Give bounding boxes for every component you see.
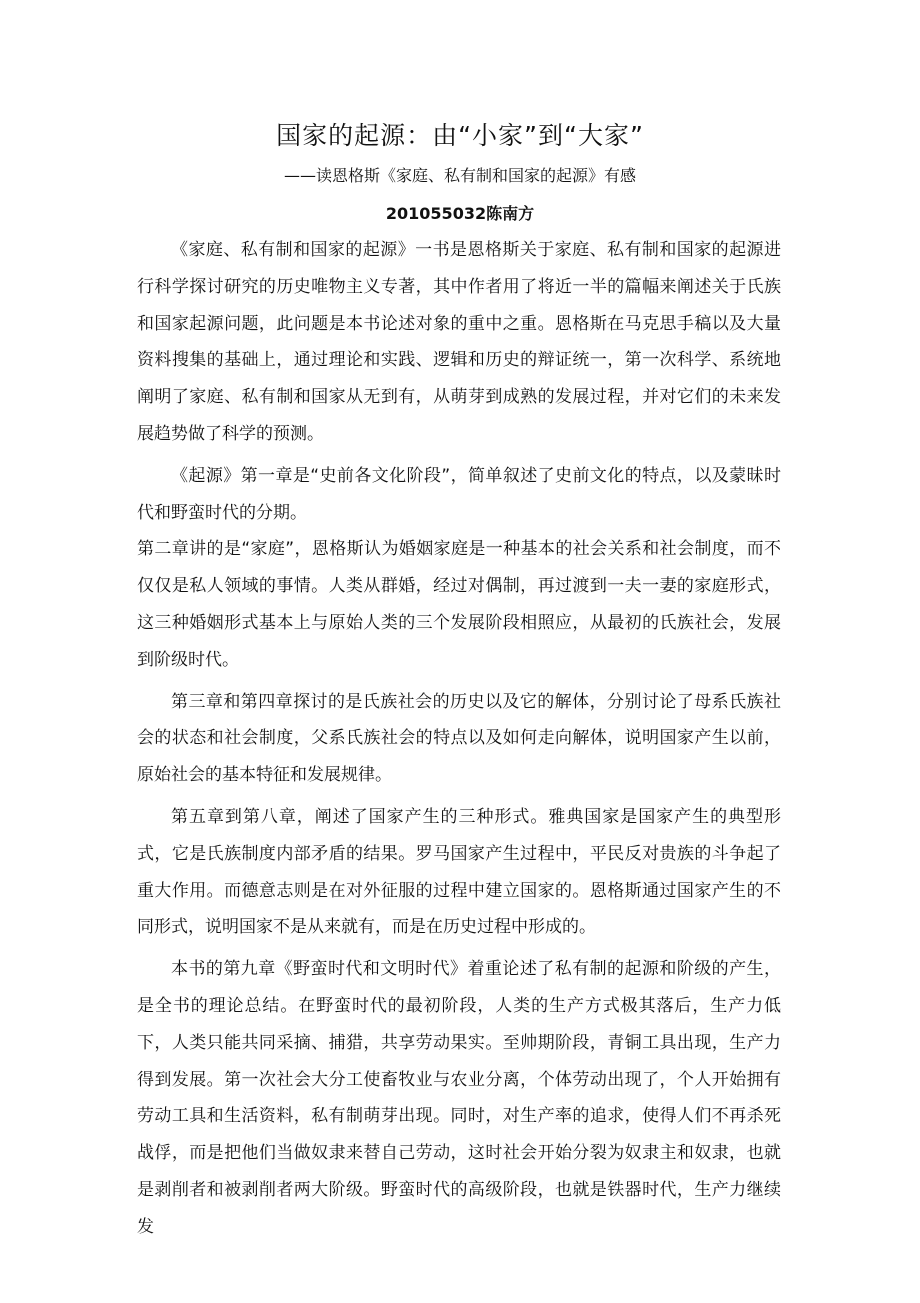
document-title: 国家的起源：由“小家”到“大家”: [276, 121, 644, 150]
paragraph: 本书的第九章《野蛮时代和文明时代》着重论述了私有制的起源和阶级的产生，是全书的理论总结。在野蛮时代的最初阶段，人类的生产方式极其落后，生产力低下，人类只能共同采摘、捕猎，共享劳动果实。至帅期阶段，青铜工具出现，生产力得到发展。第一次社会大分工使畜牧业与农业分离，个体劳动出现了，个人开始拥有劳动工具和生活资料，私有制萌芽出现。同时，对生产率的追求，使得人们不再杀死战俘，而是把他们当做奴隶来替自己劳动，这时社会开始分裂为奴隶主和奴隶，也就是剥削者和被剥削者两大阶级。野蛮时代的高级阶段，也就是铁器时代，生产力继续发: [137, 959, 781, 1237]
paragraph: 《起源》第一章是“史前各文化阶段”，简单叙述了史前文化的特点，以及蒙昧时代和野蛮时代的分期。: [137, 465, 781, 523]
document-subtitle: ——读恩格斯《家庭、私有制和国家的起源》有感: [283, 166, 636, 185]
document-body: [137, 232, 781, 1246]
paragraph: 《家庭、私有制和国家的起源》一书是恩格斯关于家庭、私有制和国家的起源进行科学探讨研究的历史唯物主义专著，其中作者用了将近一半的篇幅来阐述关于氏族和国家起源问题，此问题是本书论述对象的重中之重。恩格斯在马克思手稿以及大量资料搜集的基础上，通过理论和实践、逻辑和历史的辩证统一，第一次科学、系统地阐明了家庭、私有制和国家从无到有，从萌芽到成熟的发展过程，并对它们的未来发展趋势做了科学的预测。: [137, 240, 781, 444]
author-line: 201055032陈南方: [385, 204, 535, 223]
paragraph: 第五章到第八章，阐述了国家产生的三种形式。雅典国家是国家产生的典型形式，它是氏族制度内部矛盾的结果。罗马国家产生过程中，平民反对贵族的斗争起了重大作用。而德意志则是在对外征服的过程中建立国家的。恩格斯通过国家产生的不同形式，说明国家不是从来就有，而是在历史过程中形成的。: [137, 806, 781, 938]
paragraph: 第二章讲的是“家庭”，恩格斯认为婚姻家庭是一种基本的社会关系和社会制度，而不仅仅是私人领域的事情。人类从群婚，经过对偶制，再过渡到一夫一妻的家庭形式，这三种婚姻形式基本上与原始人类的三个发展阶段相照应，从最初的氏族社会，发展到阶级时代。: [137, 539, 781, 670]
paragraph: 第三章和第四章探讨的是氏族社会的历史以及它的解体，分别讨论了母系氏族社会的状态和社会制度，父系氏族社会的特点以及如何走向解体，说明国家产生以前，原始社会的基本特征和发展规律。: [137, 691, 781, 786]
